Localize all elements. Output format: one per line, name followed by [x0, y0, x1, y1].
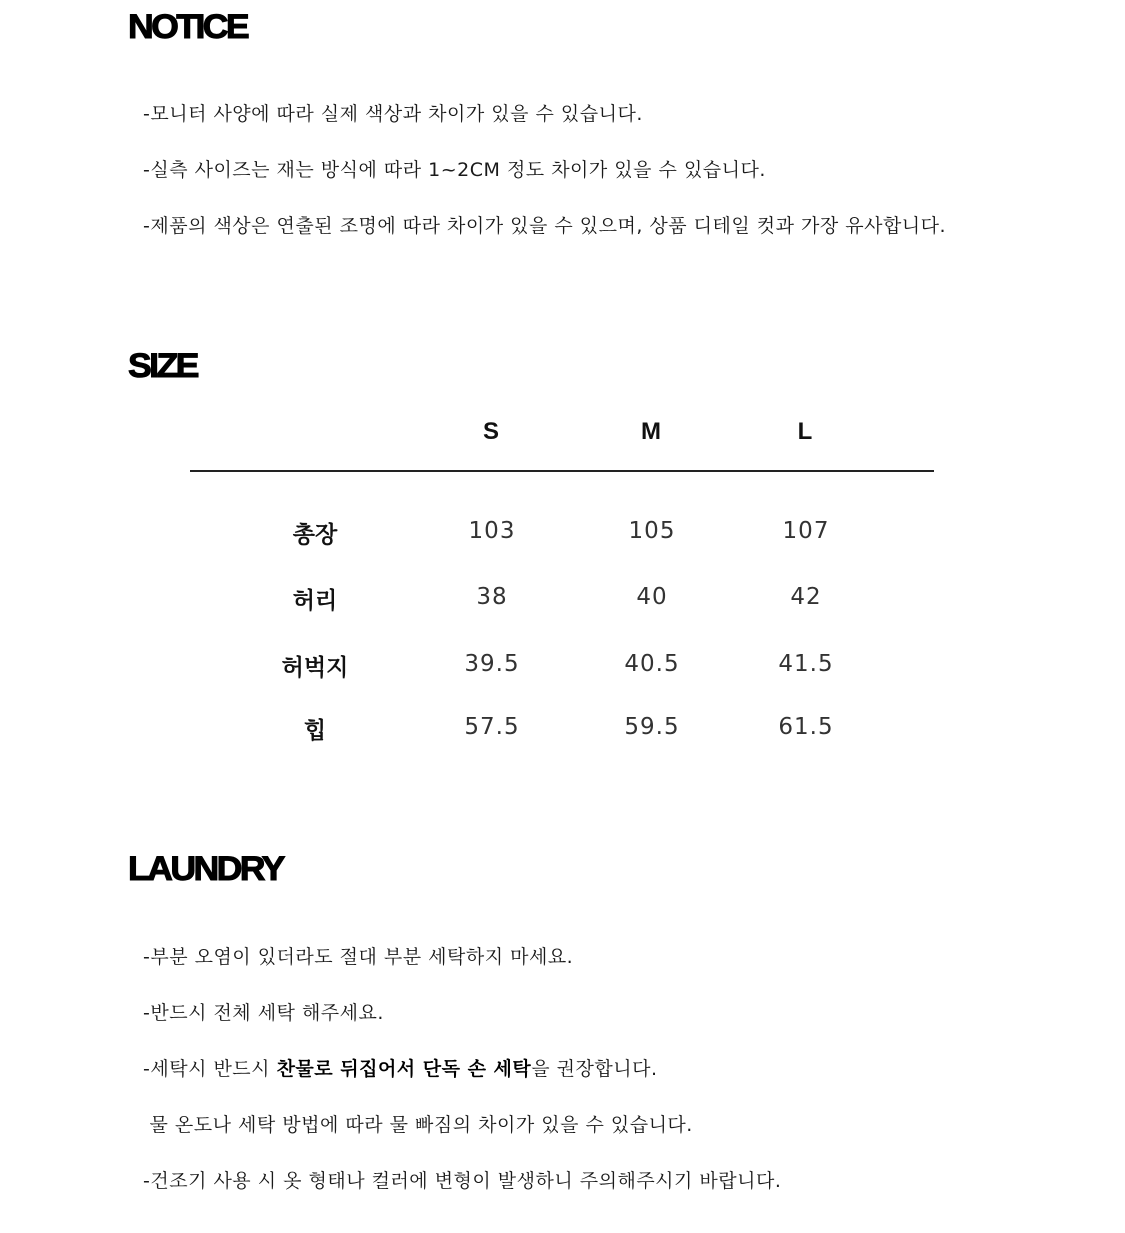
size-heading: SIZE: [128, 347, 197, 385]
laundry-line-1: -부분 오염이 있더라도 절대 부분 세탁하지 마세요.: [143, 946, 574, 968]
laundry-heading: LAUNDRY: [128, 850, 283, 888]
row-label-thigh: 허벅지: [281, 655, 349, 681]
laundry-line-3-emphasis: 찬물로 뒤집어서 단독 손 세탁: [276, 1058, 532, 1080]
column-header-s: S: [482, 418, 500, 445]
cell-m: 59.5: [624, 714, 680, 740]
row-label-hip: 힙: [303, 718, 327, 744]
cell-s: 57.5: [464, 714, 520, 740]
cell-l: 42: [790, 584, 822, 610]
cell-m: 40: [636, 584, 668, 610]
notice-line-3: -제품의 색상은 연출된 조명에 따라 차이가 있을 수 있으며, 상품 디테일 컷과 가장 유사합니다.: [143, 215, 947, 237]
column-header-l: L: [797, 418, 813, 445]
notice-heading: NOTICE: [128, 8, 248, 46]
cell-s: 39.5: [464, 651, 520, 677]
laundry-line-3-suffix: 을 권장합니다.: [531, 1058, 658, 1080]
cell-m: 105: [628, 518, 676, 544]
laundry-line-5: -건조기 사용 시 옷 형태나 컬러에 변형이 발생하니 주의해주시기 바랍니다.: [143, 1170, 782, 1192]
row-label-waist: 허리: [292, 588, 338, 614]
laundry-line-2: -반드시 전체 세탁 해주세요.: [143, 1002, 384, 1024]
cell-l: 107: [782, 518, 830, 544]
row-label-length: 총장: [292, 522, 338, 548]
laundry-line-4: 물 온도나 세탁 방법에 따라 물 빠짐의 차이가 있을 수 있습니다.: [143, 1114, 693, 1136]
cell-s: 103: [468, 518, 516, 544]
notice-line-1: -모니터 사양에 따라 실제 색상과 차이가 있을 수 있습니다.: [143, 103, 643, 125]
laundry-line-3: [143, 1054, 658, 1081]
cell-l: 61.5: [778, 714, 834, 740]
notice-line-2: -실측 사이즈는 재는 방식에 따라 1~2CM 정도 차이가 있을 수 있습니다.: [143, 159, 766, 181]
table-divider: [190, 470, 934, 472]
cell-s: 38: [476, 584, 508, 610]
laundry-line-3-prefix: -세탁시 반드시: [143, 1058, 277, 1080]
cell-l: 41.5: [778, 651, 834, 677]
column-header-m: M: [641, 418, 661, 445]
cell-m: 40.5: [624, 651, 680, 677]
